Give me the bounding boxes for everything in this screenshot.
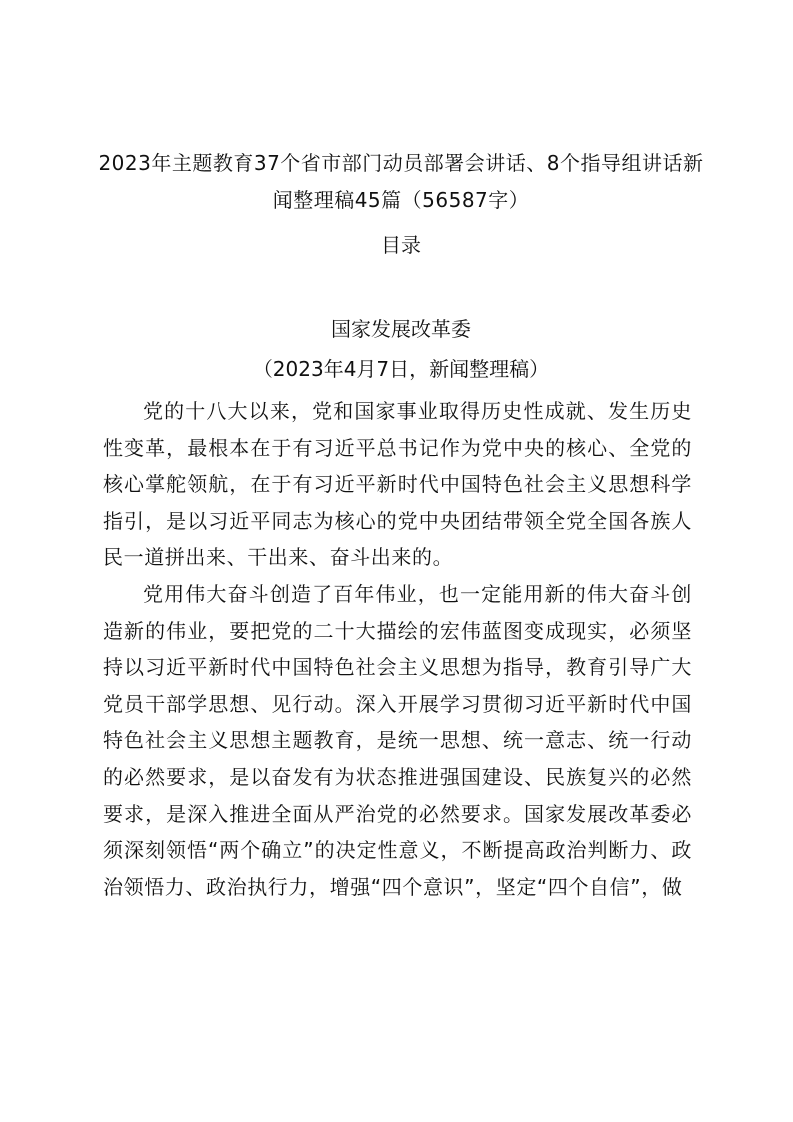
section-body <box>103 393 692 905</box>
section-title: 国家发展改革委 <box>331 317 471 341</box>
table-of-contents-label: 目录 <box>381 233 421 257</box>
body-paragraph: 党的十八大以来，党和国家事业取得历史性成就、发生历史性变革，最根本在于有习近平总书记作为党中央的核心、全党的核心掌舵领航，在于有习近平新时代中国特色社会主义思想科学指引，是以习近平同志为核心的党中央团结带领全党全国各族人民一道拼出来、干出来、奋斗出来的。 <box>103 399 692 570</box>
document-title: 2023年主题教育37个省市部门动员部署会讲话、8个指导组讲话新闻整理稿45篇（56587字） <box>98 151 704 212</box>
body-paragraph: 党用伟大奋斗创造了百年伟业，也一定能用新的伟大奋斗创造新的伟业，要把党的二十大描绘的宏伟蓝图变成现实，必须坚持以习近平新时代中国特色社会主义思想为指导，教育引导广大党员干部学思想、见行动。深入开展学习贯彻习近平新时代中国特色社会主义思想主题教育，是统一思想、统一意志、统一行动的必然要求，是以奋发有为状态推进强国建设、民族复兴的必然要求，是深入推进全面从严治党的必然要求。国家发展改革委必须深刻领悟“两个确立”的决定性意义，不断提高政治判断力、政治领悟力、政治执行力，增强“四个意识”，坚定“四个自信”，做 <box>103 581 692 899</box>
section-date-note: （2023年4月7日，新闻整理稿） <box>252 357 550 381</box>
